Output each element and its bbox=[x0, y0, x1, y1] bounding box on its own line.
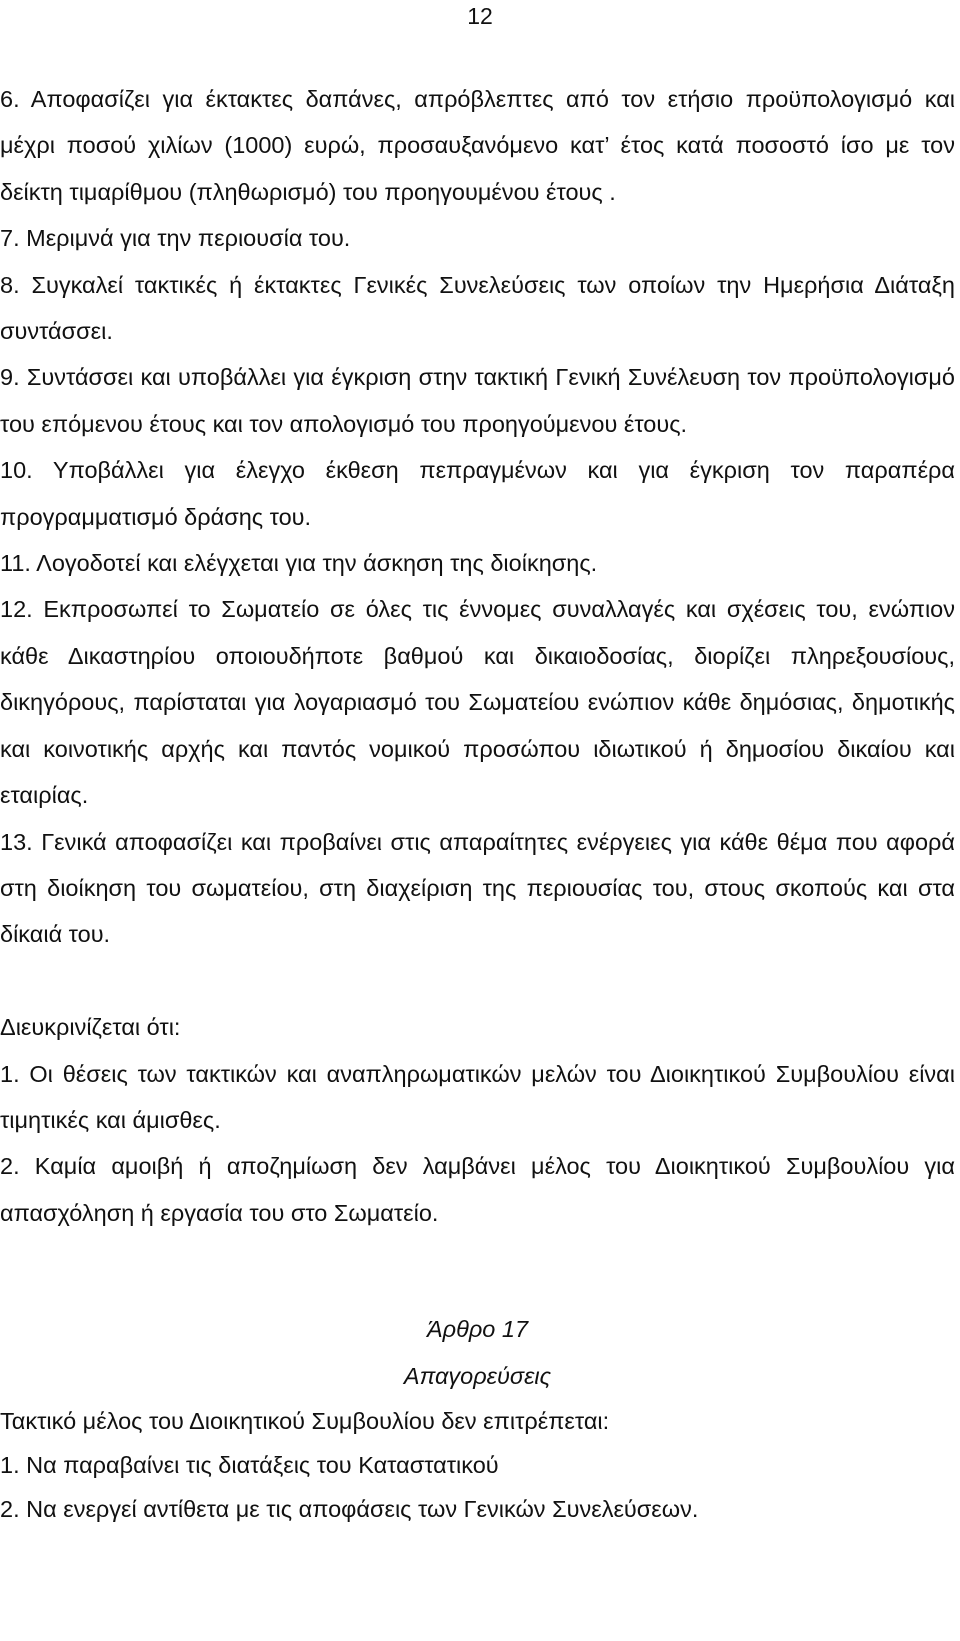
article-point-2: 2. Να ενεργεί αντίθετα με τις αποφάσεις των Γενικών Συνελεύσεων. bbox=[0, 1495, 699, 1522]
list-item-8: 8. Συγκαλεί τακτικές ή έκτακτες Γενικές Συνελεύσεις των οποίων την Ημερήσια Διάταξη συντάσσει. bbox=[0, 271, 955, 345]
clarification-heading: Διευκρινίζεται ότι: bbox=[0, 1014, 181, 1041]
spacer bbox=[0, 1236, 955, 1306]
clarification-point-1: 1. Οι θέσεις των τακτικών και αναπληρωματικών μελών του Διοικητικού Συμβουλίου είναι τιμητικές και άμισθες. bbox=[0, 1060, 955, 1133]
list-item-13: 13. Γενικά αποφασίζει και προβαίνει στις απαραίτητες ενέργειες για κάθε θέμα που αφορά στη διοίκηση του σωματείου, στη διαχείριση της περιουσίας του, στους σκοπούς και στα δίκαιά του. bbox=[0, 828, 955, 948]
clarification-point-2: 2. Καμία αμοιβή ή αποζημίωση δεν λαμβάνει μέλος του Διοικητικού Συμβουλίου για απασχόληση ή εργασία του στο Σωματείο. bbox=[0, 1153, 955, 1226]
article-intro: Τακτικό μέλος του Διοικητικού Συμβουλίου δεν επιτρέπεται: bbox=[0, 1407, 610, 1434]
article-title: Απαγορεύσεις bbox=[403, 1362, 552, 1389]
list-item-12: 12. Εκπροσωπεί το Σωματείο σε όλες τις έννομες συναλλαγές και σχέσεις του, ενώπιον κάθε Δικαστηρίου οποιουδήποτε βαθμού και δικαιοδοσίας, διορίζει πληρεξουσίους, δικηγόρους, παρίσταται για λογαριασμό του Σωματείου ενώπιον κάθε δημόσιας, δημοτικής και κοινοτικής αρχής και παντός νομικού προσώπου ιδιωτικού ή δημοσίου δικαίου και εταιρίας. bbox=[0, 596, 955, 809]
list-item-11: 11. Λογοδοτεί και ελέγχεται για την άσκηση της διοίκησης. bbox=[0, 550, 598, 577]
document-body bbox=[0, 76, 955, 1531]
list-item-9: 9. Συντάσσει και υποβάλλει για έγκριση στην τακτική Γενική Συνέλευση τον προϋπολογισμό του επόμενου έτους και τον απολογισμό του προηγούμενου έτους. bbox=[0, 364, 955, 437]
list-item-7: 7. Μεριμνά για την περιουσία του. bbox=[0, 225, 351, 252]
article-number: Άρθρο 17 bbox=[426, 1316, 529, 1343]
article-point-1: 1. Να παραβαίνει τις διατάξεις του Καταστατικού bbox=[0, 1451, 499, 1478]
spacer bbox=[0, 958, 955, 1004]
list-item-6: 6. Αποφασίζει για έκτακτες δαπάνες, απρόβλεπτες από τον ετήσιο προϋπολογισμό και μέχρι ποσού χιλίων (1000) ευρώ, προσαυξανόμενο κατ’ έτος κατά ποσοστό ίσο με τον δείκτη τιμαρίθμου (πληθωρισμό) του προηγουμένου έτους . bbox=[0, 86, 955, 205]
list-item-10: 10. Υποβάλλει για έλεγχο έκθεση πεπραγμένων και για έγκριση τον παραπέρα προγραμματισμό δράσης του. bbox=[0, 457, 955, 530]
page-number: 12 bbox=[467, 3, 493, 29]
